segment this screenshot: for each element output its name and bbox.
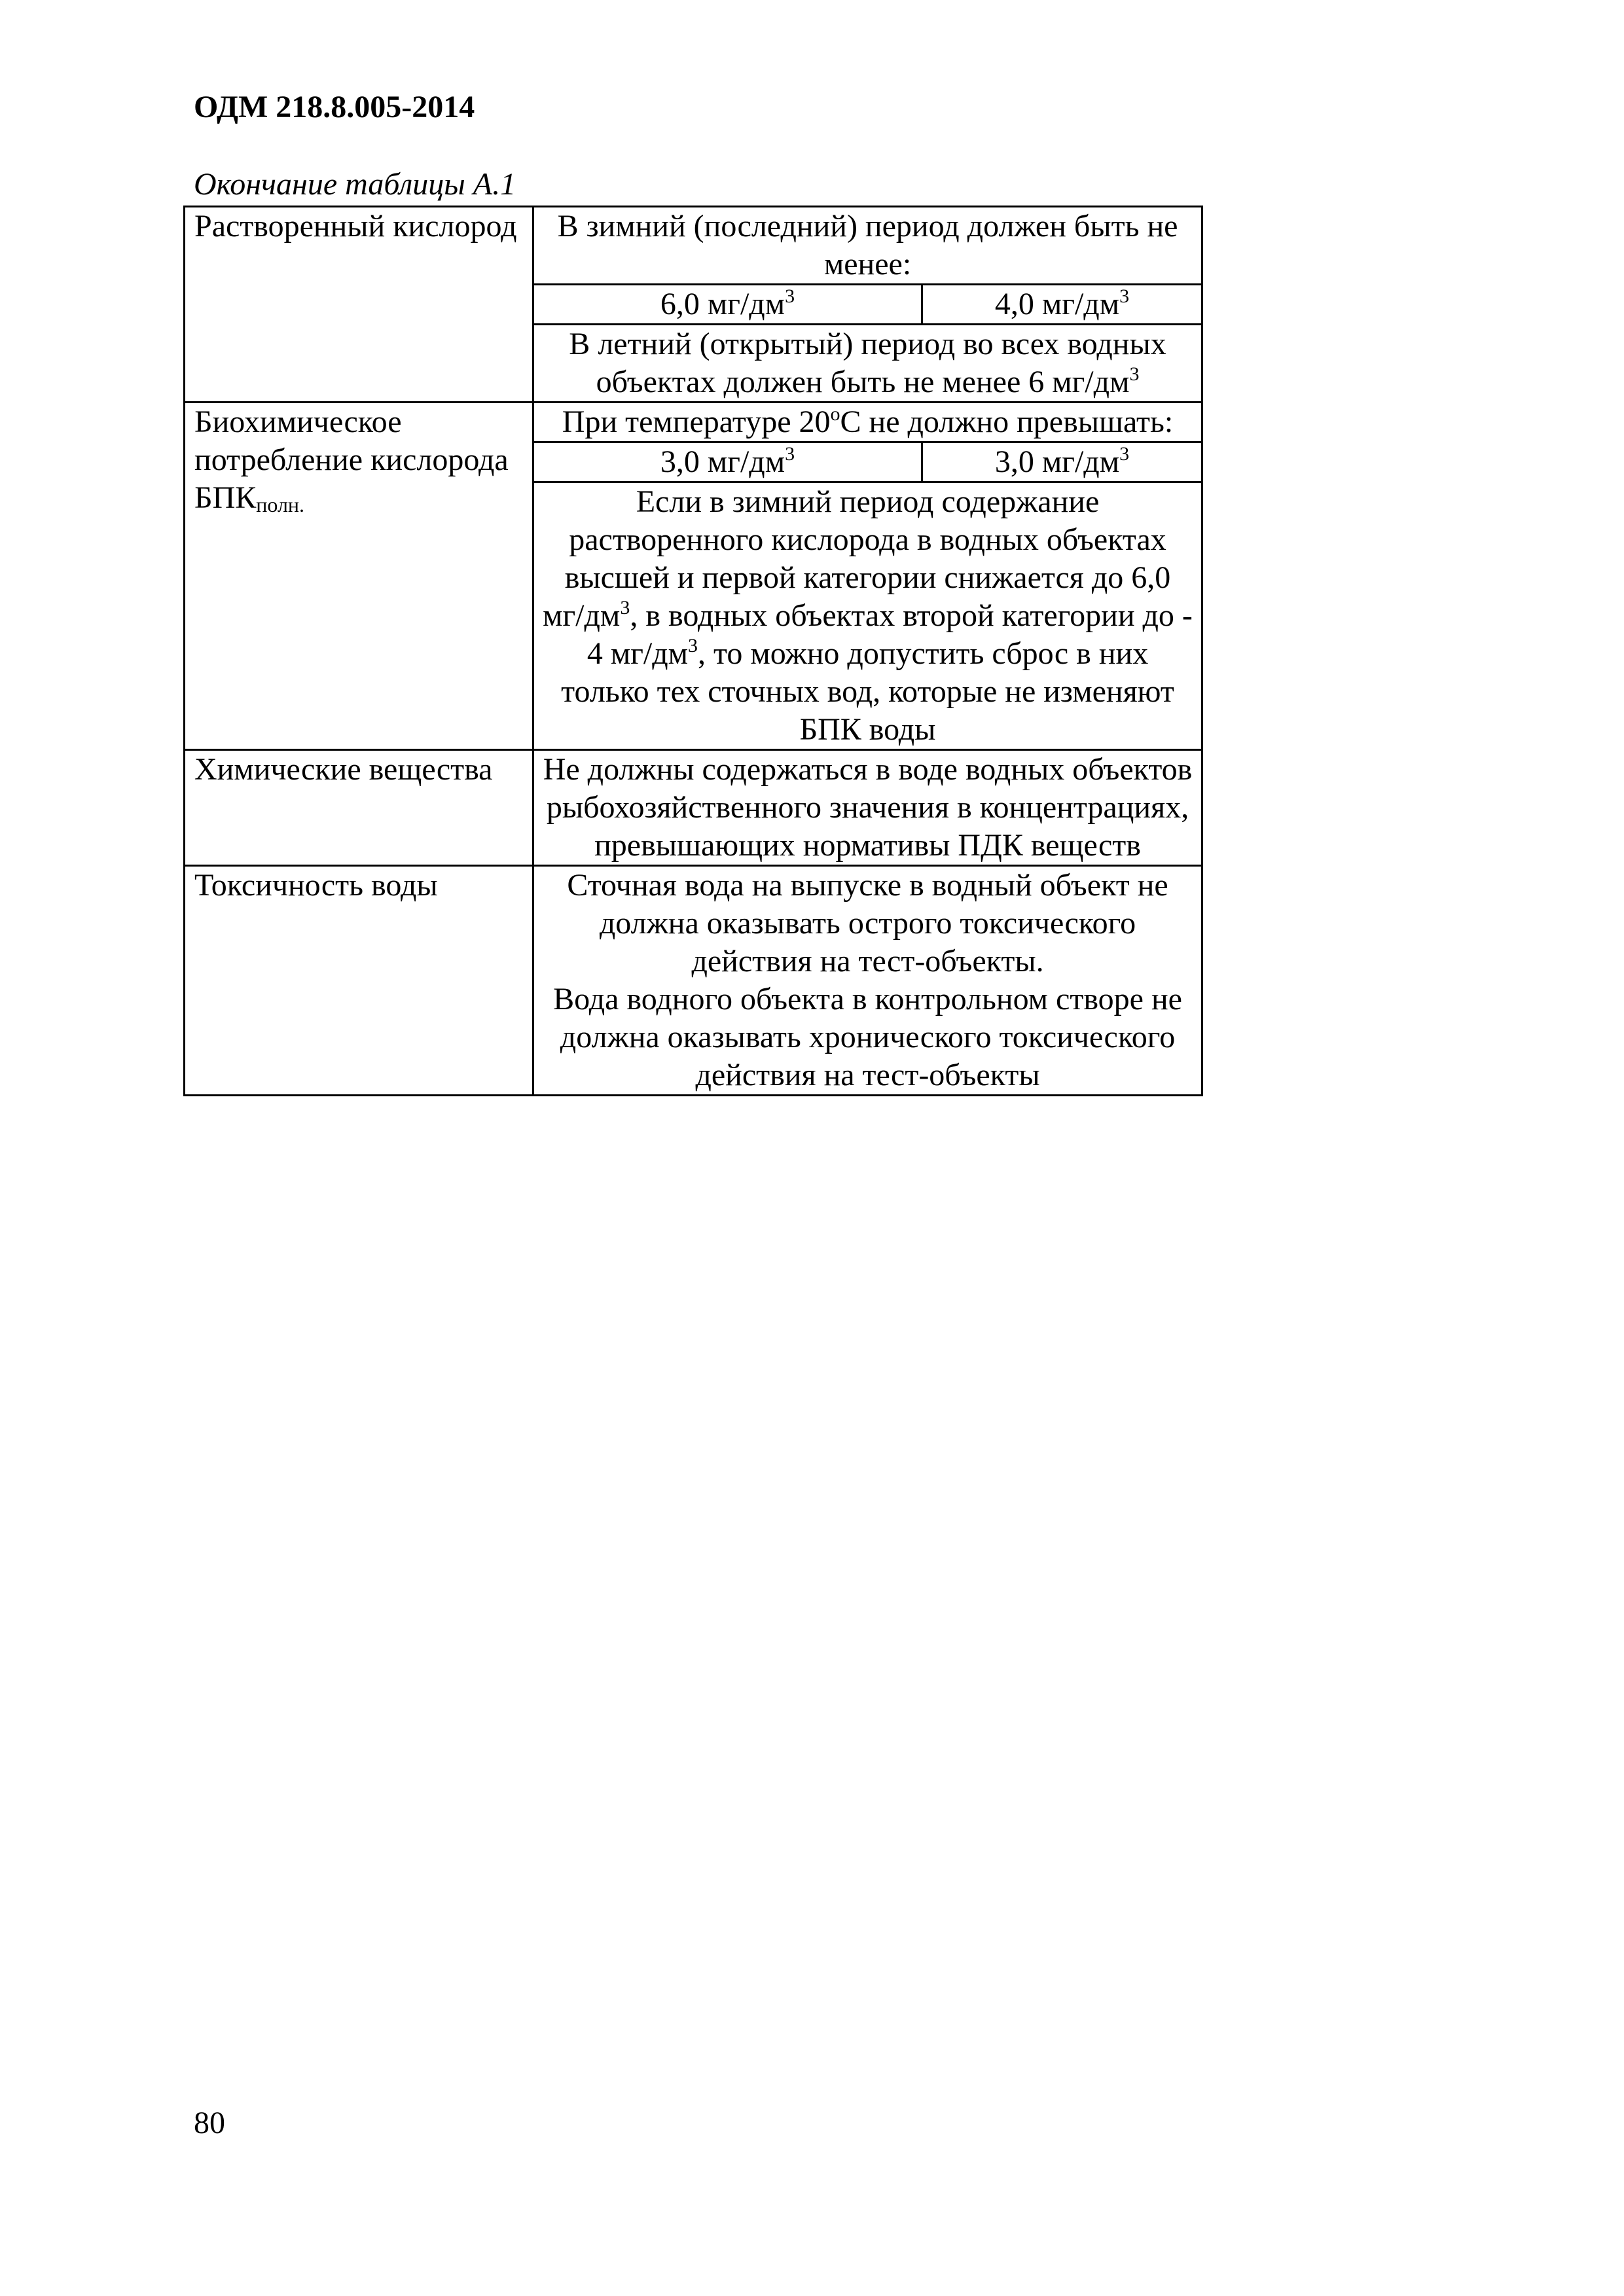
param-label-oxygen: Растворенный кислород (194, 209, 517, 243)
document-code-header: ОДМ 218.8.005-2014 (194, 90, 475, 124)
chemicals-text: Не должны содержаться в воде водных объектов рыбохозяйственного значения в концентрациях, превышающих нормативы ПДК веществ (533, 750, 1202, 866)
table-row-chemicals (185, 750, 1202, 866)
oxygen-winter-text: В зимний (последний) период должен быть не менее: (533, 207, 1202, 285)
toxicity-text-acute: Сточная вода на выпуске в водный объект не должна оказывать острого токсического действия на тест-объекты. (567, 868, 1168, 978)
param-label-bod-subscript: полн. (256, 493, 305, 516)
oxygen-winter-value-2: 4,0 $мг/дм^3$ (922, 285, 1202, 325)
param-label-bod: Биохимическое потребление кислорода БПК (194, 404, 509, 515)
param-cell-chemicals (185, 750, 533, 866)
bod-note-text: Если в зимний период содержание растворенного кислорода в водных объектах высшей и первой категории снижается до 6,0 $мг/дм^3$, в водных объектах второй категории до - 4 $мг/дм^3$, то можно допустить сброс в них только тех сточных вод, которые не изменяют БПК воды (533, 482, 1202, 750)
toxicity-text-chronic: Вода водного объекта в контрольном створе не должна оказывать хронического токсического действия на тест-объекты (553, 982, 1182, 1092)
param-label-toxicity: Токсичность воды (194, 868, 438, 903)
param-cell-toxicity (185, 866, 533, 1096)
table-row-toxicity (185, 866, 1202, 1096)
param-cell-oxygen (185, 207, 533, 403)
table-caption: Окончание таблицы А.1 (194, 167, 516, 202)
param-label-chemicals: Химические вещества (194, 752, 493, 787)
table-row-bod-temperature (185, 403, 1202, 442)
param-cell-bod (185, 403, 533, 750)
oxygen-winter-value-1: 6,0 $мг/дм^3$ (533, 285, 922, 325)
table-row-oxygen-winter (185, 207, 1202, 285)
page-number: 80 (194, 2106, 225, 2140)
bod-value-2: 3,0 $мг/дм^3$ (922, 442, 1202, 482)
toxicity-text (533, 866, 1202, 1096)
requirements-table (183, 206, 1203, 1096)
bod-value-1: 3,0 $мг/дм^3$ (533, 442, 922, 482)
oxygen-summer-text: В летний (открытый) период во всех водных объектах должен быть не менее 6 $мг/дм^3$ (533, 325, 1202, 403)
bod-temperature-text: При температуре $20^оС$ не должно превышать: (533, 403, 1202, 442)
